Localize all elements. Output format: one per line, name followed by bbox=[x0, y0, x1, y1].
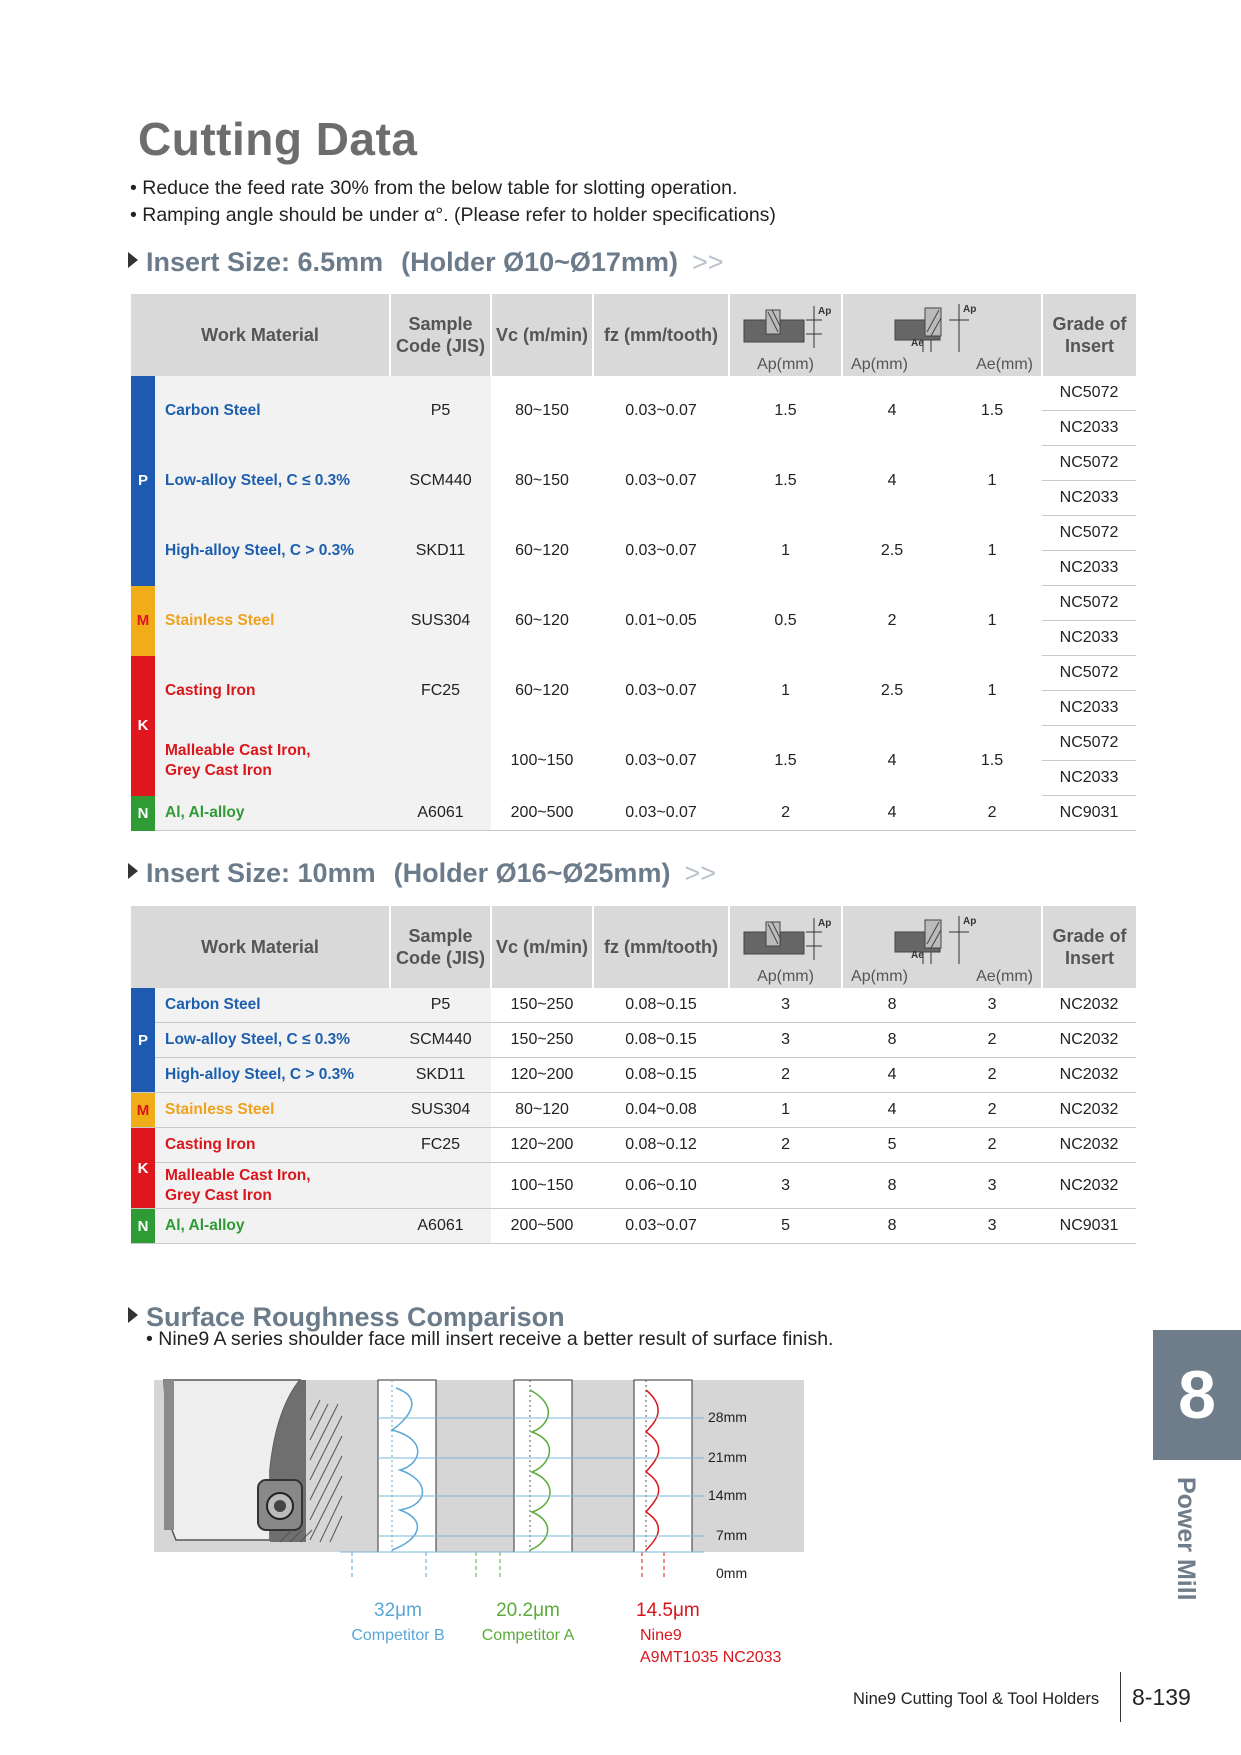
material-high-alloy-steel: High-alloy Steel, C > 0.3% bbox=[155, 516, 390, 586]
vc-value: 120~200 bbox=[491, 1128, 593, 1163]
section-label: Insert Size: 10mm bbox=[146, 858, 376, 888]
scale-label: 7mm bbox=[716, 1527, 748, 1543]
sample-code: SCM440 bbox=[390, 446, 491, 516]
ae-value: 1 bbox=[987, 611, 997, 629]
svg-text:Ap: Ap bbox=[817, 918, 831, 929]
grade-value: NC5072 bbox=[1042, 726, 1136, 761]
more-link[interactable]: >> bbox=[684, 858, 716, 888]
vc-value: 150~250 bbox=[491, 988, 593, 1023]
category-m: M bbox=[131, 1093, 155, 1128]
grade-value: NC2032 bbox=[1042, 988, 1136, 1023]
ap1-value: 3 bbox=[729, 1163, 842, 1209]
sample-code: P5 bbox=[390, 376, 491, 446]
ae-value: 1 bbox=[987, 681, 997, 699]
material-malleable-cast-iron: Malleable Cast Iron, Grey Cast Iron bbox=[155, 1163, 390, 1209]
ap1-value: 2 bbox=[729, 796, 842, 831]
ap2-value: 8 bbox=[842, 988, 942, 1023]
ae-value: 1.5 bbox=[980, 751, 1004, 769]
vc-value: 80~150 bbox=[515, 471, 569, 489]
note-ramping: • Ramping angle should be under α°. (Please refer to holder specifications) bbox=[130, 204, 776, 226]
roughness-note: • Nine9 A series shoulder face mill insert receive a better result of surface finish. bbox=[146, 1328, 834, 1350]
vc-value: 80~150 bbox=[515, 401, 569, 419]
ap2-value: 5 bbox=[842, 1128, 942, 1163]
grade-value: NC5072 bbox=[1042, 516, 1136, 551]
svg-text:Ae: Ae bbox=[911, 338, 924, 349]
ap1-value: 1 bbox=[781, 681, 790, 699]
shoulder-ae-diagram-icon bbox=[887, 302, 997, 354]
fz-value: 0.08~0.15 bbox=[593, 1058, 729, 1093]
header-vc: Vc (m/min) bbox=[491, 906, 593, 988]
ap2-value: 2.5 bbox=[880, 541, 904, 559]
ap1-value: 1.5 bbox=[774, 751, 797, 769]
result-value-competitor-b: 32μm bbox=[374, 1600, 422, 1621]
ap1-value: 1.5 bbox=[774, 401, 797, 419]
sample-code: P5 bbox=[390, 988, 491, 1023]
ap2-value: 2 bbox=[887, 611, 897, 629]
ae-value: 3 bbox=[942, 1163, 1042, 1209]
material-stainless-steel: Stainless Steel bbox=[155, 1093, 390, 1128]
grade-value: NC2033 bbox=[1042, 621, 1136, 656]
svg-text:Ap: Ap bbox=[963, 304, 977, 315]
header-ap2-label: Ap(mm) bbox=[851, 356, 908, 373]
material-stainless-steel: Stainless Steel bbox=[155, 586, 390, 656]
fz-value: 0.03~0.07 bbox=[625, 401, 697, 419]
header-ap-slot bbox=[729, 906, 842, 988]
material-carbon-steel: Carbon Steel bbox=[155, 988, 390, 1023]
result-name-nine9: Nine9 bbox=[640, 1627, 682, 1644]
header-vc: Vc (m/min) bbox=[491, 294, 593, 376]
category-n: N bbox=[131, 796, 155, 831]
vc-value: 100~150 bbox=[510, 751, 574, 769]
result-name-competitor-a: Competitor A bbox=[481, 1627, 575, 1644]
ap2-value: 8 bbox=[842, 1163, 942, 1209]
sample-code: SCM440 bbox=[390, 1023, 491, 1058]
material-low-alloy-steel: Low-alloy Steel, C ≤ 0.3% bbox=[155, 446, 390, 516]
grade-value: NC2032 bbox=[1042, 1093, 1136, 1128]
category-n: N bbox=[131, 1209, 155, 1244]
header-work-material: Work Material bbox=[131, 906, 390, 988]
grade-value: NC5072 bbox=[1042, 376, 1136, 411]
ap2-value: 4 bbox=[842, 796, 942, 831]
header-ae-label: Ae(mm) bbox=[976, 356, 1034, 373]
ap1-value: 0.5 bbox=[774, 611, 797, 629]
footer-text: Nine9 Cutting Tool & Tool Holders bbox=[853, 1690, 1100, 1708]
ap1-value: 1.5 bbox=[774, 471, 797, 489]
header-sample-code: Sample Code (JIS) bbox=[390, 294, 491, 376]
sample-code bbox=[390, 726, 491, 796]
section-heading-insert-10 bbox=[128, 858, 716, 889]
scale-label: 28mm bbox=[708, 1409, 747, 1425]
material-carbon-steel: Carbon Steel bbox=[155, 376, 390, 446]
ap2-value: 4 bbox=[887, 401, 897, 419]
profile-nine9 bbox=[634, 1380, 692, 1580]
result-name-competitor-b: Competitor B bbox=[351, 1627, 445, 1644]
page-number: 8-139 bbox=[1132, 1684, 1191, 1710]
header-work-material: Work Material bbox=[131, 294, 390, 376]
header-sample-code: Sample Code (JIS) bbox=[390, 906, 491, 988]
ae-value: 1.5 bbox=[980, 401, 1004, 419]
grade-value: NC2033 bbox=[1042, 761, 1136, 796]
vc-value: 60~120 bbox=[515, 681, 569, 699]
header-ap-ae-shoulder bbox=[842, 906, 1042, 988]
triangle-bullet-icon bbox=[128, 1307, 138, 1323]
vc-value: 150~250 bbox=[491, 1023, 593, 1058]
ap2-value: 8 bbox=[842, 1209, 942, 1244]
material-casting-iron: Casting Iron bbox=[155, 1128, 390, 1163]
category-p: P bbox=[131, 376, 155, 586]
ae-value: 1 bbox=[987, 541, 997, 559]
sample-code: SKD11 bbox=[390, 516, 491, 586]
vc-value: 200~500 bbox=[491, 1209, 593, 1244]
sample-code: SUS304 bbox=[390, 586, 491, 656]
ap1-value: 3 bbox=[729, 1023, 842, 1058]
ap1-value: 1 bbox=[729, 1093, 842, 1128]
vc-value: 80~120 bbox=[491, 1093, 593, 1128]
face-mill-tool-illustration bbox=[164, 1380, 306, 1542]
material-al-alloy: Al, Al-alloy bbox=[155, 796, 390, 831]
scale-label: 0mm bbox=[716, 1565, 748, 1581]
svg-text:Ae: Ae bbox=[911, 950, 924, 961]
grade-value: NC2032 bbox=[1042, 1163, 1136, 1209]
page-title: Cutting Data bbox=[138, 113, 418, 165]
fz-value: 0.03~0.07 bbox=[593, 1209, 729, 1244]
fz-value: 0.03~0.07 bbox=[625, 471, 697, 489]
scale-label: 21mm bbox=[708, 1449, 747, 1465]
note-slotting: • Reduce the feed rate 30% from the below table for slotting operation. bbox=[130, 177, 738, 199]
fz-value: 0.08~0.12 bbox=[593, 1128, 729, 1163]
fz-value: 0.06~0.10 bbox=[593, 1163, 729, 1209]
fz-value: 0.03~0.07 bbox=[593, 796, 729, 831]
ap1-value: 3 bbox=[729, 988, 842, 1023]
ap1-value: 2 bbox=[729, 1058, 842, 1093]
slot-ap-diagram-icon bbox=[736, 302, 836, 354]
category-m: M bbox=[131, 586, 155, 656]
ae-value: 3 bbox=[942, 988, 1042, 1023]
sample-code: FC25 bbox=[390, 1128, 491, 1163]
grade-value: NC2032 bbox=[1042, 1023, 1136, 1058]
category-p: P bbox=[131, 988, 155, 1093]
ae-value: 2 bbox=[942, 1128, 1042, 1163]
header-fz: fz (mm/tooth) bbox=[593, 294, 729, 376]
ae-value: 2 bbox=[942, 1093, 1042, 1128]
result-value-competitor-a: 20.2μm bbox=[496, 1600, 560, 1621]
vc-value: 100~150 bbox=[491, 1163, 593, 1209]
result-value-nine9: 14.5μm bbox=[636, 1600, 700, 1621]
result-sub-nine9: A9MT1035 NC2033 bbox=[640, 1649, 782, 1666]
triangle-bullet-icon bbox=[128, 863, 138, 879]
ae-value: 2 bbox=[942, 1058, 1042, 1093]
section-label: Insert Size: 6.5mm bbox=[146, 247, 384, 277]
material-high-alloy-steel: High-alloy Steel, C > 0.3% bbox=[155, 1058, 390, 1093]
sample-code: A6061 bbox=[390, 1209, 491, 1244]
ap2-value: 4 bbox=[842, 1093, 942, 1128]
ap2-value: 4 bbox=[887, 751, 897, 769]
vc-value: 120~200 bbox=[491, 1058, 593, 1093]
shoulder-ae-diagram-icon bbox=[887, 914, 997, 966]
section-label: Surface Roughness Comparison bbox=[146, 1302, 565, 1332]
ae-value: 2 bbox=[942, 1023, 1042, 1058]
grade-value: NC5072 bbox=[1042, 656, 1136, 691]
material-casting-iron: Casting Iron bbox=[155, 656, 390, 726]
chapter-tab-label: Power Mill bbox=[1172, 1477, 1200, 1601]
ap2-value: 4 bbox=[887, 471, 897, 489]
cutting-data-table-10mm bbox=[131, 906, 1136, 1244]
header-ap1-label: Ap(mm) bbox=[757, 968, 814, 985]
header-ap2-label: Ap(mm) bbox=[851, 968, 908, 985]
fz-value: 0.03~0.07 bbox=[625, 681, 697, 699]
header-grade: Grade of Insert bbox=[1042, 906, 1136, 988]
material-malleable-cast-iron: Malleable Cast Iron, Grey Cast Iron bbox=[155, 726, 390, 796]
category-k: K bbox=[131, 656, 155, 796]
chapter-tab-number: 8 bbox=[1153, 1330, 1241, 1460]
ap1-value: 2 bbox=[729, 1128, 842, 1163]
fz-value: 0.08~0.15 bbox=[593, 1023, 729, 1058]
header-grade: Grade of Insert bbox=[1042, 294, 1136, 376]
header-fz: fz (mm/tooth) bbox=[593, 906, 729, 988]
grade-value: NC2033 bbox=[1042, 551, 1136, 586]
header-ap1-label: Ap(mm) bbox=[757, 356, 814, 373]
vc-value: 60~120 bbox=[515, 611, 569, 629]
more-link[interactable]: >> bbox=[691, 247, 724, 277]
vc-value: 200~500 bbox=[491, 796, 593, 831]
fz-value: 0.03~0.07 bbox=[625, 541, 697, 559]
footer-divider bbox=[1120, 1672, 1121, 1722]
sample-code: SUS304 bbox=[390, 1093, 491, 1128]
ae-value: 3 bbox=[942, 1209, 1042, 1244]
grade-value: NC2033 bbox=[1042, 481, 1136, 516]
fz-value: 0.04~0.08 bbox=[593, 1093, 729, 1128]
grade-value: NC9031 bbox=[1042, 1209, 1136, 1244]
svg-text:Ap: Ap bbox=[963, 916, 977, 927]
grade-value: NC5072 bbox=[1042, 446, 1136, 481]
holder-range: (Holder Ø16~Ø25mm) bbox=[393, 858, 671, 888]
sample-code: SKD11 bbox=[390, 1058, 491, 1093]
grade-value: NC2033 bbox=[1042, 411, 1136, 446]
slot-ap-diagram-icon bbox=[736, 914, 836, 966]
holder-range: (Holder Ø10~Ø17mm) bbox=[401, 247, 678, 277]
sample-code: FC25 bbox=[390, 656, 491, 726]
header-ap-slot bbox=[729, 294, 842, 376]
header-ap-ae-shoulder bbox=[842, 294, 1042, 376]
header-ae-label: Ae(mm) bbox=[976, 968, 1034, 985]
grade-value: NC2033 bbox=[1042, 691, 1136, 726]
grade-value: NC2032 bbox=[1042, 1128, 1136, 1163]
ap2-value: 8 bbox=[842, 1023, 942, 1058]
ap2-value: 2.5 bbox=[880, 681, 904, 699]
surface-roughness-figure bbox=[130, 1370, 840, 1675]
grade-value: NC5072 bbox=[1042, 586, 1136, 621]
sample-code: A6061 bbox=[390, 796, 491, 831]
section-heading-insert-6-5 bbox=[128, 247, 723, 278]
sample-code bbox=[390, 1163, 491, 1209]
vc-value: 60~120 bbox=[515, 541, 569, 559]
ap1-value: 1 bbox=[781, 541, 790, 559]
svg-text:Ap: Ap bbox=[817, 306, 831, 317]
category-k: K bbox=[131, 1128, 155, 1209]
ae-value: 2 bbox=[942, 796, 1042, 831]
material-al-alloy: Al, Al-alloy bbox=[155, 1209, 390, 1244]
triangle-bullet-icon bbox=[128, 252, 138, 268]
ae-value: 1 bbox=[987, 471, 997, 489]
grade-value: NC2032 bbox=[1042, 1058, 1136, 1093]
material-low-alloy-steel: Low-alloy Steel, C ≤ 0.3% bbox=[155, 1023, 390, 1058]
cutting-data-table-6-5mm bbox=[131, 294, 1136, 831]
fz-value: 0.01~0.05 bbox=[625, 611, 697, 629]
ap2-value: 4 bbox=[842, 1058, 942, 1093]
grade-value: NC9031 bbox=[1042, 796, 1136, 831]
ap1-value: 5 bbox=[729, 1209, 842, 1244]
fz-value: 0.03~0.07 bbox=[625, 751, 697, 769]
fz-value: 0.08~0.15 bbox=[593, 988, 729, 1023]
scale-label: 14mm bbox=[708, 1487, 747, 1503]
